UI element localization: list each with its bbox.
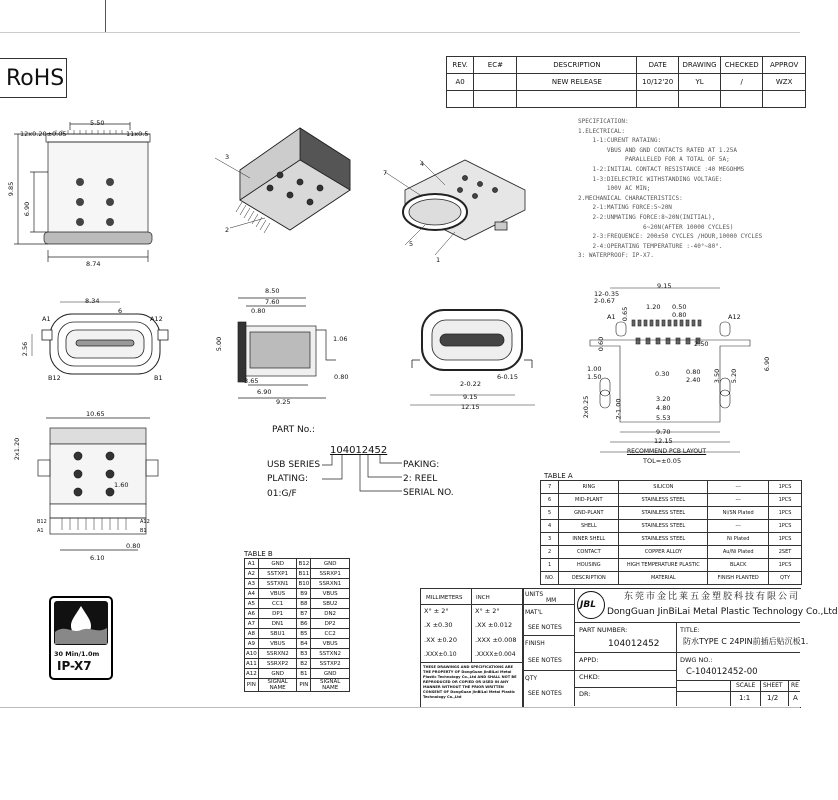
dim-1-60: 1.60: [114, 481, 129, 489]
pcb-dim-5-20: 5.20: [730, 368, 739, 384]
dim-6-0-15: 6-0.15: [497, 373, 518, 381]
table-a-cell: HIGH TEMPERATURE PLASTIC: [619, 559, 708, 572]
dim-11x: 11x0.5: [126, 130, 149, 138]
table-b-row: [245, 579, 350, 589]
pin-b12-mid: B12: [48, 374, 61, 382]
table-b-cell: A1: [245, 559, 259, 569]
dim-9-25: 9.25: [276, 398, 291, 406]
table-a-cell: COPPER ALLOY: [619, 546, 708, 559]
ipx7-label: IP-X7: [57, 659, 92, 673]
tol-r2a: .X ±0.30: [424, 621, 453, 629]
table-b-row: [245, 679, 350, 692]
isometric-view-back: [210, 120, 360, 240]
tb-see-notes-2: SEE NOTES: [528, 657, 562, 664]
table-a-cell: 1PCS: [769, 533, 802, 546]
pcb-dim-0-60: 0.60: [597, 336, 606, 352]
table-a-row: [541, 507, 802, 520]
spec-line: 2-4:OPERATING TEMPERATURE :-40°~80°.: [578, 242, 723, 250]
part-series: USB SERIES: [267, 460, 321, 470]
pcb-dim-2-40: 2.40: [686, 376, 701, 384]
table-a-cell: 1PCS: [769, 507, 802, 520]
spec-line: 1-3:DIELECTRIC WITHSTANDING VOLTAGE:: [578, 175, 723, 183]
dim-6-90-side: 6.90: [257, 388, 272, 396]
table-b-cell: SBU2: [311, 599, 350, 609]
table-a-cell: CONTACT: [559, 546, 619, 559]
table-b-cell: A2: [245, 569, 259, 579]
pcb-dim-2-0-67: 2-0.67: [594, 297, 615, 305]
table-b-cell: SSRXN1: [311, 579, 350, 589]
company-logo: [577, 591, 605, 619]
tb-see-notes-1: SEE NOTES: [528, 624, 562, 631]
rev-h-desc: DESCRIPTION: [517, 57, 637, 74]
dim-10-65: 10.65: [86, 410, 105, 418]
pcb-dim-0-65: 0.65: [621, 306, 630, 322]
tol-r4b: .XXXX±0.004: [475, 651, 516, 658]
table-b-title: TABLE B: [244, 550, 273, 558]
part-plating-label: PLATING:: [267, 474, 308, 484]
pcb-dim-0-50: 0.50: [672, 303, 687, 311]
table-a-cell: 1PCS: [769, 481, 802, 494]
table-a-cell: 1: [541, 559, 559, 572]
pcb-dim-4-80: 4.80: [656, 404, 671, 412]
frame-top-2: [0, 32, 800, 33]
rohs-box: [0, 58, 67, 98]
callout-3: 3: [225, 153, 230, 161]
table-a-cell: FINISH PLANTED: [708, 572, 769, 585]
pin-b12-bot: B12: [37, 519, 47, 525]
tb-mm: MM: [546, 597, 557, 604]
table-a-cell: DESCRIPTION: [559, 572, 619, 585]
part-serial: SERIAL NO.: [403, 488, 454, 498]
table-a-row: [541, 572, 802, 585]
table-b-cell: SSTXN1: [258, 579, 297, 589]
dim-2x1-20: 2x1.20: [13, 437, 22, 461]
table-b-cell: A11: [246, 660, 257, 667]
pcb-tolerance: TOL=±0.05: [643, 457, 682, 465]
table-a-cell: HOUSING: [559, 559, 619, 572]
dim-2-0-22: 2-0.22: [460, 380, 481, 388]
table-b-cell: SSRXP2: [258, 659, 297, 669]
table-a-cell: 7: [541, 481, 559, 494]
front-view-mid: [400, 300, 540, 420]
rev-h-rev: REV.: [447, 57, 474, 74]
rev-drawing: YL: [678, 74, 720, 91]
spec-line: 2.MECHANICAL CHARACTERISTICS:: [578, 194, 683, 202]
table-a-cell: Au/Ni Plated: [708, 546, 769, 559]
table-a-cell: Ni Plated: [708, 533, 769, 546]
tb-part-number-label: PART NUMBER:: [579, 626, 628, 634]
table-a-cell: 2: [541, 546, 559, 559]
front-view-mid-left: [20, 290, 170, 390]
pcb-dim-2x0-25: 2x0.25: [582, 395, 591, 419]
table-b-cell: SIGNAL NAME: [258, 679, 297, 692]
table-b-cell: A7: [245, 619, 259, 629]
table-b-cell: A12: [246, 670, 257, 677]
table-b-cell: B6: [297, 619, 311, 629]
table-b-row: [245, 609, 350, 619]
table-a-cell: QTY: [769, 572, 802, 585]
table-b-row: [245, 589, 350, 599]
tb-see-notes-3: SEE NOTES: [528, 690, 562, 697]
spec-line: 6~20N(AFTER 10000 CYCLES): [578, 223, 734, 231]
table-a-cell: 5: [541, 507, 559, 520]
table-b-cell: B9: [297, 589, 311, 599]
spec-line: 3: WATERPROOF: IP-X7.: [578, 252, 654, 260]
table-b-cell: VBUS: [258, 589, 297, 599]
table-b-row: [245, 569, 350, 579]
table-a-cell: ---: [708, 481, 769, 494]
table-a-cell: SILICON: [619, 481, 708, 494]
table-b-cell: SSTXP1: [258, 569, 297, 579]
table-a-cell: RING: [559, 481, 619, 494]
tol-inch: INCH: [476, 595, 490, 601]
tb-qty: QTY: [525, 675, 538, 682]
table-a-cell: Ni/SN Plated: [708, 507, 769, 520]
tb-finish: FINISH: [525, 640, 545, 647]
table-a-title: TABLE A: [544, 472, 573, 480]
table-b: [244, 558, 350, 692]
ipx7-depth: 30 Min/1.0m: [54, 650, 100, 658]
pin-b1-mid: B1: [154, 374, 163, 382]
spec-line: 1.ELECTRICAL:: [578, 127, 625, 135]
rev-rev: A0: [447, 74, 474, 91]
dim-8-34: 8.34: [85, 297, 100, 305]
table-a-cell: 4: [541, 520, 559, 533]
table-b-cell: B2: [297, 659, 311, 669]
table-b-row: [245, 559, 350, 569]
tol-r3b: .XXX ±0.008: [475, 636, 517, 644]
tb-dwg-no: C-104012452-00: [686, 667, 758, 677]
rev-ec: [474, 74, 517, 91]
table-b-cell: PIN: [297, 679, 311, 692]
pcb-dim-0-80: 0.80: [672, 311, 687, 319]
pin-a1-mid: A1: [42, 315, 51, 323]
table-a-cell: GND-PLANT: [559, 507, 619, 520]
pin-a12-bot: A12: [140, 519, 150, 525]
rev-desc: NEW RELEASE: [517, 74, 637, 91]
company-cn: 东莞市金比莱五金塑胶科技有限公司: [624, 592, 801, 602]
table-b-cell: B10: [298, 580, 310, 587]
isometric-view-front: [375, 150, 535, 260]
table-a-cell: STAINLESS STEEL: [619, 533, 708, 546]
table-b-cell: VBUS: [311, 639, 350, 649]
part-reel: 2: REEL: [403, 474, 438, 484]
table-b-cell: B1: [297, 669, 311, 679]
table-a-cell: STAINLESS STEEL: [619, 507, 708, 520]
table-b-cell: CC1: [258, 599, 297, 609]
table-b-row: [245, 649, 350, 659]
table-b-row: [245, 599, 350, 609]
table-b-cell: SSRXP1: [311, 569, 350, 579]
dim-3-65: 3.65: [244, 377, 259, 385]
table-a-row: [541, 520, 802, 533]
tb-units: UNITS: [525, 591, 544, 598]
tb-dwg-label: DWG NO.:: [680, 656, 713, 664]
table-a-cell: 2SET: [769, 546, 802, 559]
pcb-pin-a12: A12: [728, 313, 741, 321]
company-en: DongGuan JinBiLai Metal Plastic Technology Co.,Ltd: [607, 607, 838, 617]
water-drop-icon: [51, 598, 111, 648]
dim-8-50: 8.50: [265, 287, 280, 295]
pcb-pin-a1: A1: [607, 313, 616, 321]
tb-rev-label: RE: [791, 682, 799, 689]
pcb-dim-0-30: 0.30: [655, 370, 670, 378]
bottom-view: [10, 410, 180, 570]
pcb-dim-9-70: 9.70: [656, 428, 671, 436]
tol-notice: THESE DRAWINGS AND SPECIFICATIONS ARE THE PROPERTY OF DongGuan JinBiLai Metal Plastic Technology Co.,Ltd AND SHALL NOT BE REPRODUCED OR COPIED OR USED IN ANY MANNER WITHOUT THE PRIOR WRITTEN CONSENT OF DongGuan JinBiLai Metal Plastic Technology Co.,Ltd: [423, 665, 517, 699]
table-a-cell: ---: [708, 520, 769, 533]
table-a-cell: 6: [541, 494, 559, 507]
table-b-cell: VBUS: [311, 589, 350, 599]
table-a-cell: MATERIAL: [619, 572, 708, 585]
callout-6: 6: [118, 307, 123, 315]
dim-0-80-side-b: 0.80: [334, 373, 349, 381]
table-b-cell: GND: [311, 669, 350, 679]
tb-scale-label: SCALE: [736, 682, 756, 689]
tb-sheet-label: SHEET: [763, 682, 783, 689]
table-a-cell: INNER SHELL: [559, 533, 619, 546]
pcb-dim-3-50: 3.50: [713, 368, 722, 384]
table-a-row: [541, 533, 802, 546]
table-b-cell: DP2: [311, 619, 350, 629]
table-b-row: [245, 629, 350, 639]
ipx7-badge: [49, 596, 113, 680]
spec-line: 1-1:CURENT RATAING:: [578, 137, 662, 145]
tol-r1a: X° ± 2°: [424, 607, 449, 615]
tb-matl: MAT'L: [525, 609, 543, 616]
spec-line: VBUS AND GND CONTACTS RATED AT 1.25A: [578, 146, 737, 154]
table-b-cell: A5: [245, 599, 259, 609]
table-a-cell: SHELL: [559, 520, 619, 533]
pcb-dim-1-00: 1.00: [587, 365, 602, 373]
frame-top: [105, 0, 106, 32]
callout-7: 7: [383, 169, 388, 177]
table-b-cell: GND: [258, 669, 297, 679]
table-b-cell: B4: [297, 639, 311, 649]
table-b-cell: A6: [245, 609, 259, 619]
dim-1-06: 1.06: [333, 335, 348, 343]
spec-line: 2-1:MATING FORCE:5~20N: [578, 204, 672, 212]
table-b-cell: DN1: [258, 619, 297, 629]
callout-1: 1: [436, 256, 441, 264]
pcb-dim-3-20: 3.20: [656, 395, 671, 403]
logo-text: JBL: [580, 600, 596, 610]
table-b-cell: B8: [297, 599, 311, 609]
tb-part-number: 104012452: [608, 639, 660, 649]
table-b-cell: PIN: [245, 679, 259, 692]
dim-12-15-front: 12.15: [461, 403, 480, 411]
table-a-row: [541, 559, 802, 572]
table-b-cell: B7: [297, 609, 311, 619]
table-b-cell: A8: [245, 629, 259, 639]
spec-line: SPECIFICATION:: [578, 118, 629, 125]
table-b-cell: GND: [258, 559, 297, 569]
part-paking: PAKING:: [403, 460, 440, 470]
table-a-cell: NO.: [541, 572, 559, 585]
table-a-cell: BLACK: [708, 559, 769, 572]
table-b-cell: A10: [246, 650, 257, 657]
tb-appd: APPD:: [579, 656, 599, 664]
table-b-row: [245, 659, 350, 669]
part-no-number: 104012452: [330, 445, 388, 456]
dim-5-50: 5.50: [90, 119, 105, 127]
table-a-cell: 1PCS: [769, 559, 802, 572]
table-a-cell: MID-PLANT: [559, 494, 619, 507]
rev-h-approv: APPROV: [763, 57, 806, 74]
table-b-cell: GND: [311, 559, 350, 569]
dim-12x: 12x0.20±0.05: [20, 130, 67, 138]
tb-dr: DR:: [579, 690, 591, 698]
dim-7-60: 7.60: [265, 298, 280, 306]
spec-line: 1-2:INITIAL CONTACT RESISTANCE :40 MEGOHMS: [578, 165, 745, 173]
rev-h-date: DATE: [637, 57, 679, 74]
table-b-cell: B5: [297, 629, 311, 639]
pcb-dim-2-50: 2.50: [694, 340, 709, 348]
pcb-title: RECOMMEND PCB LAYOUT: [627, 448, 707, 455]
rev-date: 10/12'20: [637, 74, 679, 91]
revision-table: [446, 56, 806, 108]
dim-6-90: 6.90: [23, 201, 32, 217]
dim-5-00: 5.00: [215, 336, 224, 352]
part-no-leaders: [320, 455, 410, 495]
table-a-cell: ---: [708, 494, 769, 507]
table-a-cell: 1PCS: [769, 494, 802, 507]
table-b-cell: CC2: [311, 629, 350, 639]
rev-h-drawing: DRAWING: [678, 57, 720, 74]
rohs-label: RoHS: [6, 66, 65, 91]
pcb-dim-9-15: 9.15: [657, 282, 672, 290]
tb-title-val: 防水TYPE C 24PIN前插后贴沉板1.: [683, 637, 809, 646]
part-plating-val: 01:G/F: [267, 489, 297, 499]
spec-line: 2-2:UNMATING FORCE:8~20N(INITIAL),: [578, 213, 716, 221]
table-b-cell: SIGNAL NAME: [311, 679, 350, 692]
spec-line: 2-3:FREQUENCE: 200±50 CYCLES /HOUR,10000 CYCLES: [578, 233, 763, 241]
spec-line: PARALLELED FOR A TOTAL OF 5A;: [578, 156, 730, 164]
table-a-cell: STAINLESS STEEL: [619, 494, 708, 507]
table-a-cell: 3: [541, 533, 559, 546]
spec-line: 100V AC MIN;: [578, 185, 651, 193]
tol-r4a: .XXX±0.10: [424, 651, 457, 658]
pin-a1-bot: A1: [37, 528, 44, 534]
table-a-cell: STAINLESS STEEL: [619, 520, 708, 533]
table-a: [540, 480, 802, 585]
table-a-cell: 1PCS: [769, 520, 802, 533]
dim-0-80-side: 0.80: [251, 307, 266, 315]
rev-approv: WZX: [763, 74, 806, 91]
pin-a12-mid: A12: [150, 315, 163, 323]
pcb-dim-1-20: 1.20: [646, 303, 661, 311]
callout-4: 4: [420, 160, 425, 168]
side-view: [218, 290, 358, 410]
tol-r2b: .XX ±0.012: [475, 621, 513, 629]
table-b-cell: A4: [245, 589, 259, 599]
tol-r3a: .XX ±0.20: [424, 636, 457, 644]
table-b-cell: A9: [245, 639, 259, 649]
table-b-row: [245, 669, 350, 679]
table-b-cell: B3: [297, 649, 311, 659]
table-b-cell: SSRXN2: [258, 649, 297, 659]
dim-9-85: 9.85: [7, 181, 16, 197]
tb-chkd: CHKD:: [579, 673, 600, 681]
table-b-cell: SBU1: [258, 629, 297, 639]
pcb-dim-5-53: 5.53: [656, 414, 671, 422]
rev-h-ec: EC#: [474, 57, 517, 74]
rev-h-checked: CHECKED: [721, 57, 763, 74]
pcb-dim-12-0-35: 12-0.35: [594, 290, 620, 298]
dim-8-74: 8.74: [86, 260, 101, 268]
pcb-dim-2-1-00: 2-1.00: [614, 398, 623, 420]
pcb-dim-1-50: 1.50: [587, 373, 602, 381]
table-b-cell: SSTXP2: [311, 659, 350, 669]
rev-checked: /: [721, 74, 763, 91]
tb-scale: 1:1: [739, 694, 751, 702]
callout-5: 5: [409, 240, 414, 248]
tb-rev: A: [793, 694, 798, 702]
callout-2: 2: [225, 226, 230, 234]
pcb-dim-0-80-b: 0.80: [686, 368, 701, 376]
table-b-cell: DP1: [258, 609, 297, 619]
dim-2-56: 2.56: [21, 341, 30, 357]
dim-9-15-front: 9.15: [463, 393, 478, 401]
tol-mm: MILLIMETERS: [426, 595, 463, 601]
table-a-row: [541, 481, 802, 494]
table-b-cell: A3: [245, 579, 259, 589]
pcb-dim-6-90: 6.90: [763, 356, 772, 372]
table-a-row: [541, 494, 802, 507]
tb-sheet: 1/2: [767, 694, 779, 702]
specification-block: [578, 117, 798, 261]
table-a-row: [541, 546, 802, 559]
part-no-title: PART No.:: [272, 425, 315, 435]
table-b-row: [245, 619, 350, 629]
table-b-cell: VBUS: [258, 639, 297, 649]
pcb-dim-12-15: 12.15: [654, 437, 673, 445]
table-b-cell: DN2: [311, 609, 350, 619]
tol-r1b: X° ± 2°: [475, 607, 500, 615]
table-b-cell: B11: [298, 570, 310, 577]
tb-title-label: TITLE:: [680, 626, 700, 634]
table-b-cell: SSTXN2: [311, 649, 350, 659]
table-b-cell: B12: [298, 560, 310, 567]
pin-b1-bot: B1: [140, 528, 147, 534]
dim-6-10: 6.10: [90, 554, 105, 562]
table-b-row: [245, 639, 350, 649]
frame-bottom: [0, 707, 800, 708]
dim-0-80-bot: 0.80: [126, 542, 141, 550]
